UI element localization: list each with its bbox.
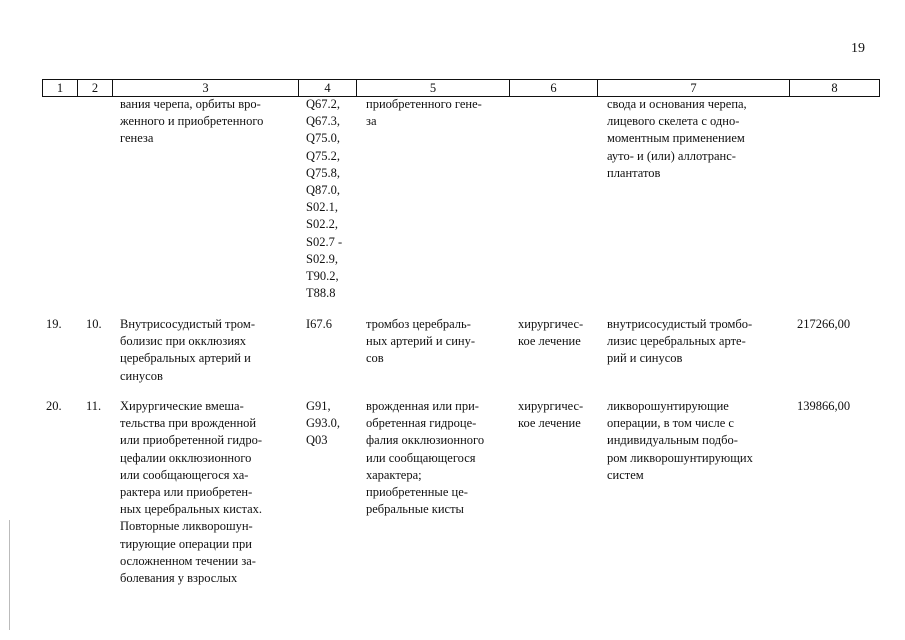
text-line: ных артерий и сину-: [366, 334, 476, 349]
column-number-4: 4: [299, 80, 357, 97]
icd-code: Q75.8,: [306, 165, 341, 180]
icd-code: S02.1,: [306, 200, 338, 215]
text-line: характера;: [366, 467, 422, 482]
icd-code: Q75.0,: [306, 131, 341, 146]
text-line: приобретенные це-: [366, 485, 468, 500]
row-number: 20.: [46, 399, 62, 413]
text-line: Внутрисосудистый тром-: [120, 317, 256, 331]
text-line: внутрисосудистый тромбо-: [607, 317, 753, 331]
row-subnumber: 11.: [86, 399, 102, 413]
icd-code: Q87.0,: [306, 183, 341, 198]
icd-code: Q75.2,: [306, 148, 341, 163]
continuation-codes-cell: [306, 96, 364, 302]
text-line: обретенная гидроце-: [366, 416, 477, 431]
treatment-type-cell: [518, 316, 604, 350]
text-line: ликворошунтирующие: [607, 399, 729, 413]
row-subnumber: 10.: [86, 317, 102, 331]
icd-codes-cell: [306, 316, 364, 333]
text-line: приобретенного гене-: [366, 97, 482, 111]
icd-code: T90.2,: [306, 269, 339, 284]
cost-value: 139866,00: [797, 399, 851, 413]
continuation-model-cell: [366, 96, 514, 130]
continuation-method-cell: [607, 96, 792, 182]
patient-model-cell: [366, 398, 514, 518]
cost-value: 217266,00: [797, 317, 851, 331]
column-number-3: 3: [113, 80, 299, 97]
text-line: рий и синусов: [607, 351, 683, 366]
text-line: сов: [366, 351, 384, 366]
procedure-name-cell: [120, 398, 300, 587]
text-line: женного и приобретенного: [120, 114, 264, 129]
icd-code: Q67.2,: [306, 97, 341, 111]
scan-margin-line: [9, 520, 10, 630]
text-line: синусов: [120, 368, 163, 383]
text-line: Повторные ликворошун-: [120, 519, 253, 534]
text-line: плантатов: [607, 165, 661, 180]
page-number: 19: [851, 41, 865, 56]
icd-code: Q67.3,: [306, 114, 341, 129]
treatment-type-cell: [518, 398, 604, 432]
text-line: осложненном течении за-: [120, 553, 256, 568]
text-line: лизис церебральных арте-: [607, 334, 746, 349]
text-line: Хирургические вмеша-: [120, 399, 244, 413]
column-number-1: 1: [43, 80, 78, 97]
patient-model-cell: [366, 316, 514, 368]
text-line: хирургичес-: [518, 399, 584, 413]
text-line: хирургичес-: [518, 317, 584, 331]
text-line: или сообщающегося: [366, 450, 476, 465]
text-line: рактера или приобретен-: [120, 485, 253, 500]
column-number-2: 2: [78, 80, 113, 97]
text-line: цефалии окклюзионного: [120, 450, 252, 465]
text-line: за: [366, 114, 377, 129]
procedure-name-cell: [120, 316, 300, 385]
text-line: операции, в том числе с: [607, 416, 734, 431]
text-line: тромбоз церебраль-: [366, 317, 471, 331]
icd-code: G91,: [306, 399, 331, 413]
row-number: 19.: [46, 317, 62, 331]
text-line: болизис при окклюзиях: [120, 334, 247, 349]
icd-code: S02.9,: [306, 251, 338, 266]
text-line: свода и основания черепа,: [607, 97, 747, 111]
icd-code: S02.2,: [306, 217, 338, 232]
text-line: генеза: [120, 131, 154, 146]
text-line: ных церебральных кистах.: [120, 502, 263, 517]
column-number-5: 5: [357, 80, 510, 97]
text-line: или сообщающегося ха-: [120, 467, 249, 482]
text-line: тельства при врожденной: [120, 416, 257, 431]
text-line: систем: [607, 467, 644, 482]
text-line: врожденная или при-: [366, 399, 479, 413]
icd-code: I67.6: [306, 317, 333, 331]
text-line: болевания у взрослых: [120, 571, 238, 586]
column-header-row: [42, 79, 880, 97]
text-line: или приобретенной гидро-: [120, 433, 263, 448]
treatment-method-cell: [607, 398, 792, 484]
icd-codes-cell: [306, 398, 364, 450]
text-line: индивидуальным подбо-: [607, 433, 738, 448]
treatment-method-cell: [607, 316, 792, 368]
icd-code: Q03: [306, 433, 328, 448]
text-line: ром ликворошунтирующих: [607, 450, 753, 465]
text-line: церебральных артерий и: [120, 351, 251, 366]
text-line: кое лечение: [518, 334, 581, 349]
column-number-8: 8: [790, 80, 880, 97]
column-number-6: 6: [510, 80, 598, 97]
text-line: ауто- и (или) аллотранс-: [607, 148, 736, 163]
text-line: ребральные кисты: [366, 502, 464, 517]
text-line: моментным применением: [607, 131, 745, 146]
icd-code: G93.0,: [306, 416, 341, 431]
icd-code: T88.8: [306, 286, 336, 301]
text-line: кое лечение: [518, 416, 581, 431]
icd-code: S02.7 -: [306, 234, 343, 249]
column-number-7: 7: [598, 80, 790, 97]
text-line: вания черепа, орбиты вро-: [120, 97, 261, 111]
text-line: фалия окклюзионного: [366, 433, 485, 448]
text-line: тирующие операции при: [120, 536, 252, 551]
continuation-name-cell: [120, 96, 300, 148]
text-line: лицевого скелета с одно-: [607, 114, 740, 129]
